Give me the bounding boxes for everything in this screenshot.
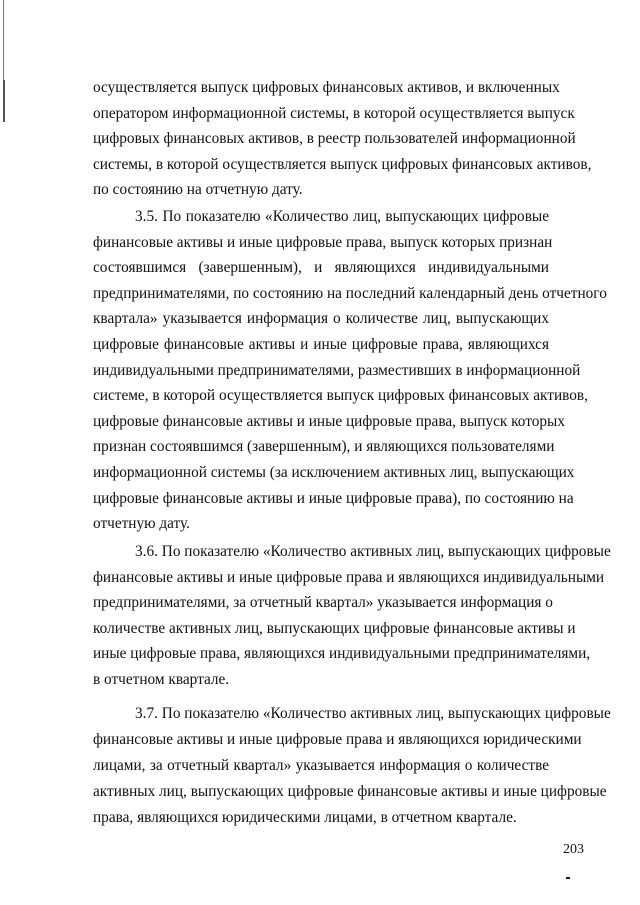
paragraph-3-6 [93,539,611,693]
text-line: квартала» указывается информация о количестве лиц, выпускающих [93,310,549,328]
text-line: осуществляется выпуск цифровых финансовых активов, и включенных [93,79,560,96]
text-line: признан состоявшимся (завершенным), и являющихся пользователями [93,438,555,456]
text-line: иные цифровые права, являющихся индивидуальными предпринимателями, [93,645,591,663]
text-line: финансовые активы и иные цифровые права и являющихся юридическими [93,731,582,748]
text-line: в отчетном квартале. [93,670,230,688]
text-line: лицами, за отчетный квартал» указывается информация о количестве [93,757,549,774]
text-line: состоявшимся (завершенным), и являющихся индивидуальными [93,259,549,277]
text-line: цифровые финансовые активы и иные цифровые права), по состоянию на [93,489,574,507]
text-line: оператором информационной системы, в которой осуществляется выпуск [93,104,575,122]
text-line: информационной системы (за исключением активных лиц, выпускающих [93,463,575,481]
text-line: предпринимателями, по состоянию на последний календарный день отчетного [93,284,607,302]
scan-dash-mark [566,877,570,879]
text-line: системы, в которой осуществляется выпуск цифровых финансовых активов, [93,155,592,173]
text-line: отчетную дату. [93,515,190,533]
page-number: 203 [563,842,584,857]
text-line: по состоянию на отчетную дату. [93,181,303,199]
text-line: 3.5. По показателю «Количество лиц, выпускающих цифровые [135,208,549,225]
text-line: цифровые финансовые активы и иные цифровые права, являющихся [93,335,549,353]
text-line: системе, в которой осуществляется выпуск цифровых финансовых активов, [93,387,588,405]
text-line: 3.7. По показателю «Количество активных лиц, выпускающих цифровые [135,705,611,722]
scan-edge-mark [3,80,5,122]
text-line: права, являющихся юридическими лицами, в отчетном квартале. [93,809,517,826]
text-line: финансовые активы и иные цифровые права и являющихся индивидуальными [93,568,605,586]
text-line: 3.6. По показателю «Количество активных лиц, выпускающих цифровые [135,543,611,560]
text-line: предпринимателями, за отчетный квартал» указывается информация о [93,594,553,612]
text-line: активных лиц, выпускающих цифровые финансовые активы и иные цифровые [93,783,607,800]
text-line: индивидуальными предпринимателями, разместивших в информационной [93,361,581,379]
text-line: финансовые активы и иные цифровые права, выпуск которых признан [93,233,553,251]
text-line: количестве активных лиц, выпускающих цифровые финансовые активы и [93,619,576,637]
text-line: цифровые финансовые активы и иные цифровые права, выпуск которых [93,412,565,430]
text-line: цифровых финансовых активов, в реестр пользователей информационной [93,130,576,148]
paragraph-3-5 [93,204,607,537]
paragraph-continuation [93,75,592,203]
paragraph-3-7 [93,701,611,831]
